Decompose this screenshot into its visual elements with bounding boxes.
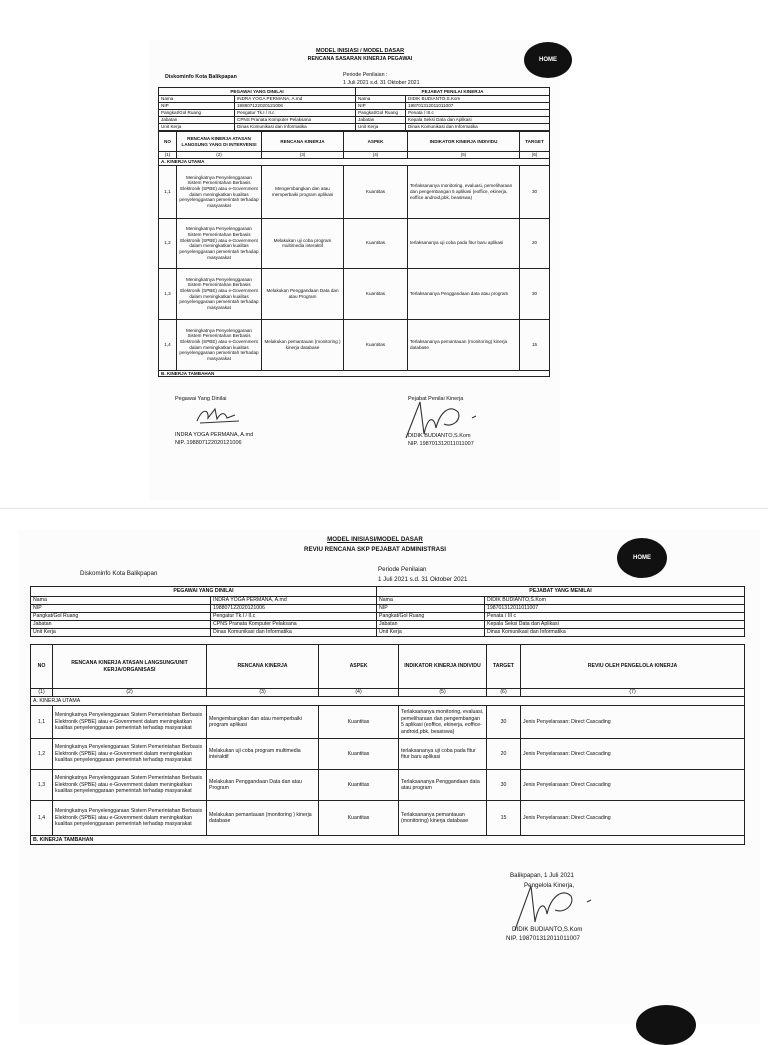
cell-atasan: Meningkatnya Penyelenggaraan Sistem Pemerintahan Berbasis Elektronik (SPBE) atau e-Government dalam meningkatkan kualitas penyelenggaraan pemerintah terhadap masyarakat	[53, 706, 207, 739]
cell-atasan: Meningkatnya Penyelenggaraan Sistem Pemerintahan Berbasis Elektronik (SPBE) atau e-Government dalam meningkatkan kualitas penyelenggaraan pemerintah terhadap masyarakat	[177, 165, 262, 218]
col-number: (6)	[520, 152, 550, 159]
info-value: 198701312011011007	[485, 605, 745, 613]
info-label: Nama	[377, 597, 485, 605]
cell-aspek: Kuantitas	[344, 268, 408, 319]
cell-no: 1,4	[31, 801, 53, 836]
doc2-kinerja-table	[30, 644, 745, 845]
info-label: NIP	[159, 103, 235, 110]
col-header: TARGET	[520, 132, 550, 152]
col-number: (7)	[521, 689, 745, 697]
cell-rencana: Melakukan Penggandaan Data dan atau Program	[262, 268, 344, 319]
col-header: RENCANA KINERJA	[207, 645, 319, 689]
home-button[interactable]: HOME	[524, 42, 572, 78]
info-value: CPNS Pranata Komputer Pelaksana	[235, 117, 356, 124]
col-header: INDIKATOR KINERJA INDIVIDU	[399, 645, 487, 689]
info-label: Jabatan	[31, 621, 211, 629]
cell-target: 30	[520, 268, 550, 319]
col-header: RENCANA KINERJA	[262, 132, 344, 152]
table-row	[31, 801, 745, 836]
sign-name: DIDIK BUDIANTO,S.Kom	[512, 926, 583, 933]
cell-rencana: Melakukan uji coba program multimedia interaktif	[262, 218, 344, 268]
cell-indikator: Terlaksananya monitoring, evaluasi, pemeliharaan dan pengembangan 5 aplikasi (eoffice, ekinerja, eoffice android,pbk, beasiswa)	[408, 165, 520, 218]
info-label: Pangkat/Gol Ruang	[377, 613, 485, 621]
col-number: (5)	[399, 689, 487, 697]
cell-aspek: Kuantitas	[319, 770, 399, 801]
cell-atasan: Meningkatnya Penyelenggaraan Sistem Pemerintahan Berbasis Elektronik (SPBE) atau e-Government dalam meningkatkan kualitas penyelenggaraan pemerintah terhadap masyarakat	[177, 218, 262, 268]
info-label: Pangkat/Gol Ruang	[159, 110, 235, 117]
col-number: (1)	[159, 152, 177, 159]
col-header: TARGET	[487, 645, 521, 689]
cell-rencana: Mengembangkan dan atau memperbaiki program aplikasi	[207, 706, 319, 739]
sign-place-date: Balikpapan, 1 Juli 2021	[510, 872, 574, 879]
col-header: RENCANA KINERJA ATASAN LANGSUNG YANG DI INTERVENSI	[177, 132, 262, 152]
signature-left	[195, 404, 241, 426]
cell-aspek: Kuantitas	[344, 218, 408, 268]
info-value: Dinas Komunikasi dan Informatika	[211, 629, 377, 637]
col-number: (3)	[262, 152, 344, 159]
cell-no: 1,2	[31, 739, 53, 770]
cell-atasan: Meningkatnya Penyelenggaraan Sistem Pemerintahan Berbasis Elektronik (SPBE) atau e-Government dalam meningkatkan kualitas penyelenggaraan pemerintah terhadap masyarakat	[177, 268, 262, 319]
info-value: Dinas Komunikasi dan Informatika	[406, 124, 550, 131]
cell-indikator: Terlaksananya monitoring, evaluasi, pemeliharaan dan pengembangan 5 aplikasi (eoffice, ekinerja, eoffice-android,pbk, beasiswa)	[399, 706, 487, 739]
info-label: NIP	[377, 605, 485, 613]
sign-left-name: INDRA YOGA PERMANA, A.md	[175, 432, 254, 438]
doc1-header-left: PEGAWAI YANG DINILAI	[159, 88, 356, 96]
cell-rencana: Melakukan Penggandaan Data dan atau Program	[207, 770, 319, 801]
info-label: Unit Kerja	[356, 124, 406, 131]
cell-indikator: Terlaksananya pemantauan (monitoring) kinerja database	[399, 801, 487, 836]
home-button[interactable]: HOME	[617, 538, 667, 578]
doc1-header-right: PEJABAT PENILAI KINERJA	[356, 88, 550, 96]
col-number: (3)	[207, 689, 319, 697]
table-row	[159, 268, 550, 319]
section-heading: B. KINERJA TAMBAHAN	[159, 370, 550, 377]
cell-no: 1,1	[159, 165, 177, 218]
doc2-info-table	[30, 586, 745, 637]
info-label: Unit Kerja	[31, 629, 211, 637]
info-value: Pengatur Tk.I / II.c	[211, 613, 377, 621]
col-header: ASPEK	[319, 645, 399, 689]
info-label: NIP	[356, 103, 406, 110]
col-number: (4)	[344, 152, 408, 159]
doc1-period-value: 1 Juli 2021 s.d. 31 Oktober 2021	[343, 80, 420, 86]
col-number: (5)	[408, 152, 520, 159]
page-divider	[0, 508, 768, 509]
info-value: INDRA YOGA PERMANA, A.md	[211, 597, 377, 605]
cell-reviu: Jenis Penyelarasan: Direct Cascading	[521, 801, 745, 836]
doc1-agency: Diskominfo Kota Balikpapan	[165, 74, 237, 80]
sign-left-caption: Pegawai Yang Dinilai	[175, 396, 227, 402]
cell-indikator: Terlaksananya Penggandaan data atau program	[399, 770, 487, 801]
info-value: CPNS Pranata Komputer Pelaksana	[211, 621, 377, 629]
info-label: Jabatan	[159, 117, 235, 124]
doc2-header-right: PEJABAT YANG MENILAI	[377, 587, 745, 597]
cell-atasan: Meningkatnya Penyelenggaraan Sistem Pemerintahan Berbasis Elektronik (SPBE) atau e-Government dalam meningkatkan kualitas penyelenggaraan pemerintah terhadap masyarakat	[177, 319, 262, 370]
info-value: Pengatur Tk.I / II.c	[235, 110, 356, 117]
col-number: (4)	[319, 689, 399, 697]
cell-reviu: Jenis Penyelarasan: Direct Cascading	[521, 739, 745, 770]
info-label: Pangkat/Gol Ruang	[31, 613, 211, 621]
cell-aspek: Kuantitas	[344, 319, 408, 370]
col-number: (6)	[487, 689, 521, 697]
doc2-period-label: Periode Penilaian	[378, 566, 427, 573]
col-number: (1)	[31, 689, 53, 697]
info-value: INDRA YOGA PERMANA, A.md	[235, 96, 356, 103]
info-value: DIDIK BUDIANTO,S.Kom	[485, 597, 745, 605]
doc1-period-label: Periode Penilaian :	[343, 72, 388, 78]
section-heading: B. KINERJA TAMBAHAN	[31, 836, 745, 845]
col-number: (2)	[53, 689, 207, 697]
sign-nip: NIP. 198701312011011007	[506, 935, 580, 942]
info-value: 198701312011011007	[406, 103, 550, 110]
doc2-title: MODEL INISIASI/MODEL DASAR	[327, 536, 423, 543]
cell-reviu: Jenis Penyelarasan: Direct Cascading	[521, 706, 745, 739]
doc2-header-left: PEGAWAI YANG DINILAI	[31, 587, 377, 597]
table-row	[31, 770, 745, 801]
info-value: Kepala Seksi Data dan Aplikasi	[485, 621, 745, 629]
info-label: Unit Kerja	[377, 629, 485, 637]
col-number: (2)	[177, 152, 262, 159]
doc2-subtitle: REVIU RENCANA SKP PEJABAT ADMINISTRASI	[304, 546, 446, 553]
cell-rencana: Melakukan pemantauan (monitoring ) kinerja database	[262, 319, 344, 370]
cell-no: 1,2	[159, 218, 177, 268]
cell-target: 20	[487, 739, 521, 770]
cell-target: 15	[520, 319, 550, 370]
info-label: Jabatan	[356, 117, 406, 124]
sign-right-nip: NIP. 198701312011011007	[408, 441, 474, 447]
sign-caption: Pengelola Kinerja,	[524, 882, 575, 889]
info-value: Dinas Komunikasi dan Informatika	[235, 124, 356, 131]
info-label: Nama	[159, 96, 235, 103]
info-value: Dinas Komunikasi dan Informatika	[485, 629, 745, 637]
doc1-title: MODEL INISIASI / MODEL DASAR	[315, 48, 405, 54]
cell-target: 15	[487, 801, 521, 836]
cell-target: 30	[487, 706, 521, 739]
col-header: ASPEK	[344, 132, 408, 152]
table-row	[159, 319, 550, 370]
cell-atasan: Meningkatnya Penyelenggaraan Sistem Pemerintahan Berbasis Elektronik (SPBE) atau e-Government dalam meningkatkan kualitas penyelenggaraan pemerintah terhadap masyarakat	[53, 801, 207, 836]
table-row	[159, 165, 550, 218]
cell-aspek: Kuantitas	[319, 739, 399, 770]
cell-no: 1,3	[159, 268, 177, 319]
info-label: Pangkat/Gol Ruang	[356, 110, 406, 117]
col-header: NO	[31, 645, 53, 689]
sign-right-caption: Pejabat Penilai Kinerja	[408, 396, 464, 402]
cell-indikator: terlaksananya uji coba pada fitur baru aplikasi	[408, 218, 520, 268]
cell-no: 1,4	[159, 319, 177, 370]
table-row	[31, 739, 745, 770]
info-label: NIP	[31, 605, 211, 613]
cell-rencana: Mengembangkan dan atau memperbaiki program aplikasi	[262, 165, 344, 218]
cell-atasan: Meningkatnya Penyelenggaraan Sistem Pemerintahan Berbasis Elektronik (SPBE) atau e-Government dalam meningkatkan kualitas penyelenggaraan pemerintah terhadap masyarakat	[53, 739, 207, 770]
doc1-info-table	[158, 87, 550, 131]
doc2-period-value: 1 Juli 2021 s.d. 31 Oktober 2021	[378, 576, 468, 583]
info-value: Kepala Seksi Data dan Aplikasi	[406, 117, 550, 124]
section-heading: A. KINERJA UTAMA	[159, 159, 550, 166]
info-value: DIDIK BUDIANTO,S.Kom	[406, 96, 550, 103]
cell-target: 20	[520, 218, 550, 268]
cell-target: 30	[520, 165, 550, 218]
cell-indikator: terlaksananya uji coba pada fitur fitur baru aplikasi	[399, 739, 487, 770]
cell-no: 1,3	[31, 770, 53, 801]
cell-indikator: Terlaksananya Penggandaan data atau program	[408, 268, 520, 319]
col-header: RENCANA KINERJA ATASAN LANGSUNG/UNIT KERJA/ORGANISASI	[53, 645, 207, 689]
col-header: NO	[159, 132, 177, 152]
info-label: Nama	[31, 597, 211, 605]
cell-target: 30	[487, 770, 521, 801]
cell-indikator: Terlaksananya pemantauan (monitoring) kinerja database	[408, 319, 520, 370]
cell-aspek: Kuantitas	[319, 706, 399, 739]
cell-rencana: Melakukan uji coba program multimedia interaktif	[207, 739, 319, 770]
info-label: Nama	[356, 96, 406, 103]
doc2-agency: Diskominfo Kota Balikpapan	[80, 570, 158, 577]
info-label: Unit Kerja	[159, 124, 235, 131]
col-header: REVIU OLEH PENGELOLA KINERJA	[521, 645, 745, 689]
sign-left-nip: NIP. 198807122020121006	[175, 440, 242, 446]
table-row	[159, 218, 550, 268]
cell-rencana: Melakukan pemantauan (monitoring ) kinerja database	[207, 801, 319, 836]
col-header: INDIKATOR KINERJA INDIVIDU	[408, 132, 520, 152]
table-row	[31, 706, 745, 739]
cell-atasan: Meningkatnya Penyelenggaraan Sistem Pemerintahan Berbasis Elektronik (SPBE) atau e-Government dalam meningkatkan kualitas penyelenggaraan pemerintah terhadap masyarakat	[53, 770, 207, 801]
info-value: Penata / III c	[485, 613, 745, 621]
section-heading: A. KINERJA UTAMA	[31, 697, 745, 706]
cell-aspek: Kuantitas	[344, 165, 408, 218]
corner-shape	[636, 1005, 696, 1045]
info-value: 198807122020121006	[211, 605, 377, 613]
info-value: 198807122020121006	[235, 103, 356, 110]
info-label: Jabatan	[377, 621, 485, 629]
doc1-subtitle: RENCANA SASARAN KINERJA PEGAWAI	[307, 56, 413, 62]
sign-right-name: DIDIK BUDIANTO,S.Kom	[408, 433, 471, 439]
cell-aspek: Kuantitas	[319, 801, 399, 836]
doc1-kinerja-table	[158, 131, 550, 377]
info-value: Penata / III.c	[406, 110, 550, 117]
cell-no: 1,1	[31, 706, 53, 739]
cell-reviu: Jenis Penyelarasan: Direct Cascading	[521, 770, 745, 801]
